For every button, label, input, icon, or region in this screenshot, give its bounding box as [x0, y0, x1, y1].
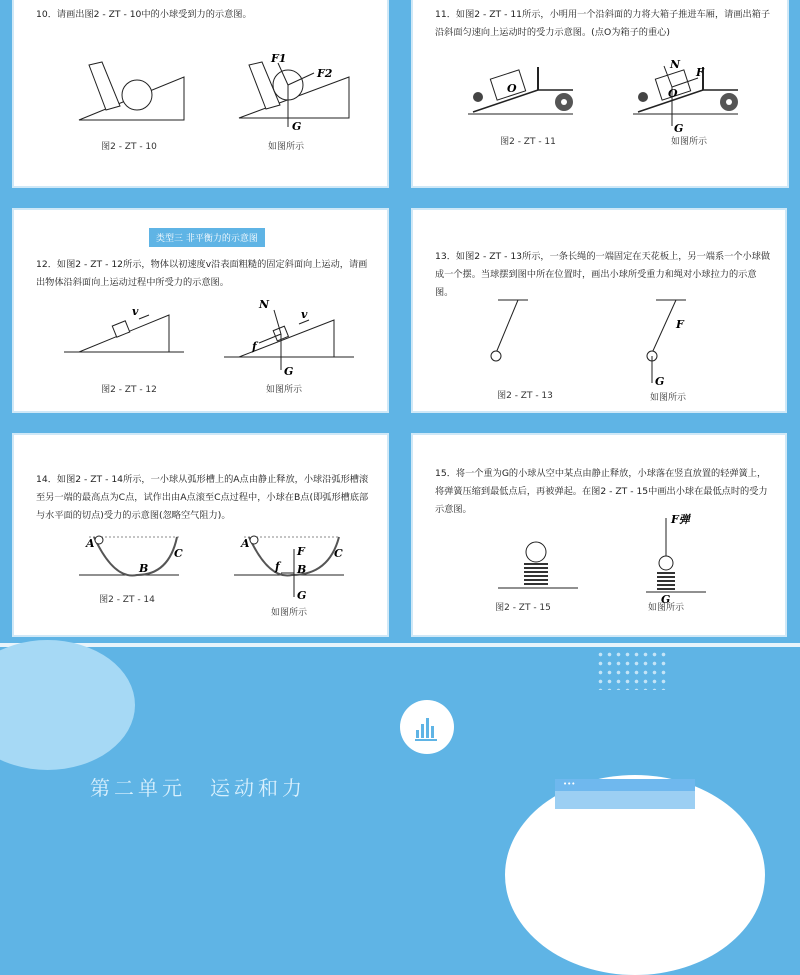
answer-pendulum [643, 298, 693, 388]
answer-caption: 如图所示 [647, 603, 684, 613]
question-card-13 [411, 208, 787, 413]
answer-caption: 如图所示 [649, 393, 686, 403]
question-card-12 [12, 208, 389, 413]
figure-pendulum [493, 298, 533, 368]
figure-caption: 图2 - ZT - 11 [500, 137, 556, 147]
figure-caption: 图2 - ZT - 14 [99, 595, 155, 605]
force-label: G [661, 593, 671, 606]
force-label: N [259, 298, 270, 311]
force-label: G [674, 122, 684, 135]
window-dots: ••• [555, 779, 695, 791]
divider [0, 643, 800, 647]
force-label: f [275, 560, 280, 573]
force-label: G [297, 589, 307, 602]
force-label: G [284, 365, 294, 378]
answer-caption: 如图所示 [270, 608, 307, 618]
force-label: C [334, 547, 343, 560]
figure-caption: 图2 - ZT - 15 [495, 603, 551, 613]
force-label: N [670, 58, 681, 71]
decorative-blob [0, 640, 135, 770]
force-label: C [174, 547, 183, 560]
question-text: 14．如图2 - ZT - 14所示，一小球从弧形槽上的A点由静止释放，小球沿弧形槽滚至另一端的最高点为C点，试作出由A点滚至C点过程中，小球在B点(即弧形槽底部与水平面的切点)受力的示意图(忽略空气阻力)。 [36, 474, 369, 521]
section-tag: 类型三 非平衡力的示意图 [149, 228, 265, 247]
decorative-dots [596, 650, 666, 690]
figure-spring-ball [498, 540, 578, 590]
bar-chart-icon [400, 700, 454, 754]
figure-incline-ball [64, 60, 194, 130]
figure-caption: 图2 - ZT - 12 [101, 385, 157, 395]
force-label: F [676, 318, 684, 331]
force-label: v [301, 308, 308, 321]
force-label: G [292, 120, 302, 133]
question-card-11 [411, 0, 789, 188]
question-card-10 [12, 0, 389, 188]
question-text: 10．请画出图2 - ZT - 10中的小球受到力的示意图。 [36, 9, 252, 20]
answer-incline-block [219, 300, 359, 380]
answer-ramp-truck [628, 58, 738, 135]
question-text: 12．如图2 - ZT - 12所示，物体以初速度v沿表面粗糙的固定斜面向上运动，请画出物体沿斜面向上运动过程中所受力的示意图。 [36, 259, 368, 288]
figure-caption: 图2 - ZT - 13 [497, 391, 553, 401]
figure-incline-block [59, 305, 189, 360]
figure-arc-track [74, 535, 184, 580]
force-label: F1 [271, 52, 287, 65]
answer-caption: 如图所示 [670, 137, 707, 147]
question-text: 11．如图2 - ZT - 11所示，小明用一个沿斜面的力将大箱子推进车厢，请画出箱子沿斜面匀速向上运动时的受力示意图。(点O为箱子的重心) [435, 9, 771, 38]
answer-caption: 如图所示 [267, 142, 304, 152]
question-card-14 [12, 433, 389, 637]
force-label: v [132, 305, 139, 318]
force-label: f [252, 340, 257, 353]
figure-ramp-truck [463, 62, 573, 117]
answer-caption: 如图所示 [265, 385, 302, 395]
force-label: F [297, 545, 305, 558]
mini-window [555, 779, 695, 809]
force-label: F [696, 66, 704, 79]
force-label: G [655, 375, 665, 388]
figure-caption: 图2 - ZT - 10 [101, 142, 157, 152]
force-label: B [297, 563, 307, 576]
question-text: 13．如图2 - ZT - 13所示，一条长绳的一端固定在天花板上，另一端系一个小球做成一个摆。当球摆到图中所在位置时，画出小球所受重力和绳对小球拉力的示意图。 [435, 251, 771, 298]
answer-incline-ball [224, 52, 354, 135]
question-text: 15．将一个重为G的小球从空中某点由静止释放，小球落在竖直放置的轻弹簧上，将弹簧压缩到最低点后，再被弹起。在图2 - ZT - 15中画出小球在最低点时的受力示意图。 [435, 468, 768, 515]
force-label: O [668, 87, 678, 100]
force-label: A [241, 537, 250, 550]
answer-arc-track [229, 535, 349, 600]
unit-title: 第二单元 运动和力 [90, 776, 306, 800]
force-label: F弹 [671, 513, 690, 526]
force-label: A [86, 537, 95, 550]
force-label: B [139, 562, 149, 575]
answer-spring-ball [641, 513, 711, 606]
force-label: F2 [317, 67, 333, 80]
question-card-15 [411, 433, 787, 637]
force-label: O [507, 82, 517, 95]
